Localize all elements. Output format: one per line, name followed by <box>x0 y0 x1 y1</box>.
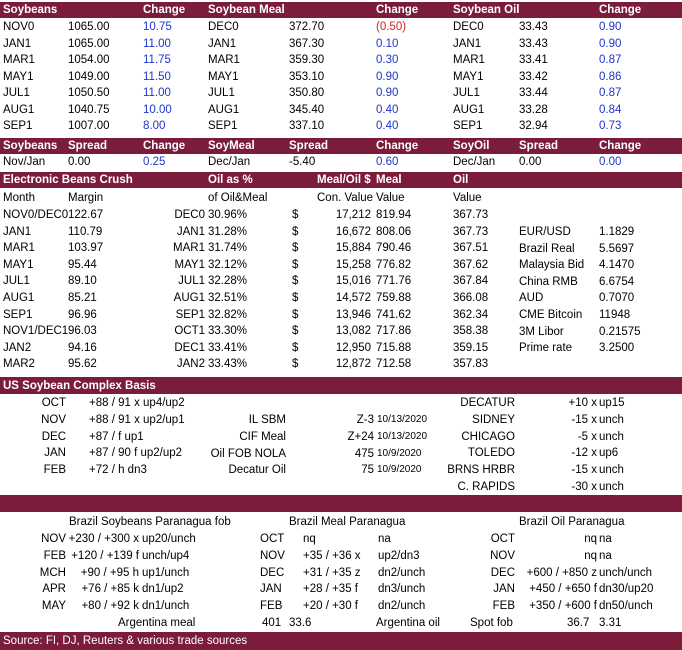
crush-header <box>0 172 682 188</box>
soybean-price: 1054.00 <box>68 54 110 66</box>
market-value: 4.1470 <box>599 259 635 272</box>
market-name: Prime rate <box>519 342 573 355</box>
crush-margin: 95.44 <box>68 258 97 271</box>
crush-month: JAN1 <box>3 225 32 238</box>
oil-heading: Oil <box>453 174 469 186</box>
oil-value: 367.51 <box>453 242 489 255</box>
oil-heading: Soybean Oil <box>453 4 520 16</box>
basis-location: DECATUR <box>460 397 515 409</box>
crush-contract: JAN2 <box>176 358 205 371</box>
basis-change: unch <box>599 430 624 443</box>
meal-value: 741.62 <box>376 308 412 321</box>
brazil-change: up2/dn3 <box>378 549 420 562</box>
currency-symbol: $ <box>292 308 299 321</box>
oil-month: MAY1 <box>453 70 484 83</box>
con-value: 15,884 <box>335 242 371 255</box>
oil-value: 357.83 <box>453 358 489 371</box>
basis-location: CHICAGO <box>461 430 515 443</box>
soybean-month: AUG1 <box>3 103 35 116</box>
soybean-price: 1050.50 <box>68 87 110 99</box>
basis-header <box>0 377 682 394</box>
meal-value: 759.88 <box>376 292 412 304</box>
brazil-oil-heading: Brazil Oil Paranagua <box>519 516 625 528</box>
basis-level: Z+24 <box>347 430 374 443</box>
market-name: 3M Libor <box>519 325 564 338</box>
brazil-month: JAN <box>493 583 515 596</box>
basis-location: BRNS HRBR <box>447 464 515 477</box>
brazil-basis: +76 / +85 k <box>81 583 139 596</box>
oil-share: 32.51% <box>208 292 248 304</box>
oil-value: 367.73 <box>453 209 489 221</box>
soybean-change: 8.00 <box>143 120 166 132</box>
basis-level: -15 x <box>571 413 597 426</box>
oil-change: 0.87 <box>599 54 622 66</box>
brazil-basis: +120 / +139 f <box>71 549 139 562</box>
basis-month: FEB <box>43 464 66 477</box>
value-label: Value <box>376 192 405 204</box>
argentina-oil-label: Argentina oil <box>376 617 440 629</box>
basis-change: up6 <box>599 447 619 460</box>
oil-price: 33.28 <box>519 103 548 116</box>
soyoil-heading: SoyOil <box>453 140 490 152</box>
basis-location: Oil FOB NOLA <box>210 447 286 460</box>
meal-price: 353.10 <box>289 70 325 83</box>
meal-heading: Meal <box>376 174 402 186</box>
basis-level: -5 x <box>577 430 597 443</box>
basis-level: -30 x <box>571 481 597 493</box>
meal-change: 0.90 <box>376 70 399 83</box>
meal-change: (0.50) <box>376 21 407 33</box>
basis-change: unch <box>599 481 624 493</box>
meal-month: JAN1 <box>208 37 237 50</box>
meal-month: AUG1 <box>208 103 240 116</box>
brazil-month: FEB <box>492 600 515 613</box>
brazil-month: APR <box>42 583 66 596</box>
change-heading: Change <box>143 4 186 16</box>
basis-location: TOLEDO <box>467 447 515 460</box>
spot-fob-label: Spot fob <box>470 617 513 629</box>
basis-title: US Soybean Complex Basis <box>3 380 156 392</box>
oil-share: 32.12% <box>208 258 248 271</box>
brazil-month: MCH <box>39 566 66 579</box>
brazil-change: na <box>599 533 612 545</box>
change-heading: Change <box>599 4 642 16</box>
basis-date: 10/13/2020 <box>377 430 428 442</box>
basis-value: +87 / f up1 <box>89 430 144 443</box>
crush-month: AUG1 <box>3 292 35 304</box>
meal-price: 345.40 <box>289 103 325 116</box>
market-name: CME Bitcoin <box>519 309 583 321</box>
brazil-change: dn3/unch <box>378 583 426 596</box>
oil-price: 33.44 <box>519 87 548 99</box>
oil-value: 367.73 <box>453 225 489 238</box>
brazil-month: OCT <box>260 533 285 545</box>
oil-change: 0.73 <box>599 120 622 132</box>
soybean-price: 1065.00 <box>68 21 110 33</box>
meal-change: 0.90 <box>376 87 399 99</box>
crush-month: NOV1/DEC1 <box>3 325 69 338</box>
basis-month: OCT <box>41 397 66 409</box>
spread-change: 0.00 <box>599 156 622 168</box>
crush-title: Electronic Beans Crush <box>3 174 133 186</box>
oil-month: AUG1 <box>453 103 485 116</box>
spread-value: -5.40 <box>289 156 316 168</box>
crush-margin: 89.10 <box>68 275 97 288</box>
oil-value: 358.38 <box>453 325 489 338</box>
brazil-change: unch/unch <box>599 566 653 579</box>
currency-symbol: $ <box>292 209 299 221</box>
crush-margin: 95.62 <box>68 358 97 371</box>
soybean-price: 1065.00 <box>68 37 110 50</box>
crush-month: NOV0/DEC0 <box>3 209 69 221</box>
meal-change: 0.30 <box>376 54 399 66</box>
brazil-basis: nq <box>584 533 597 545</box>
brazil-change: up20/unch <box>142 533 196 545</box>
brazil-month: FEB <box>43 549 66 562</box>
basis-level: 475 <box>354 447 374 460</box>
brazil-change: na <box>378 533 391 545</box>
argentina-meal-value2: 33.6 <box>289 617 312 629</box>
crush-contract: DEC0 <box>174 209 205 221</box>
spread-change: 0.25 <box>143 156 166 168</box>
basis-change: unch <box>599 464 624 477</box>
margin-label: Margin <box>68 192 104 204</box>
brazil-change: unch/up4 <box>142 549 190 562</box>
basis-month: JAN <box>44 447 66 460</box>
soybean-change: 11.75 <box>143 54 171 66</box>
brazil-month: OCT <box>490 533 515 545</box>
market-value: 11948 <box>599 309 631 321</box>
crush-margin: 122.67 <box>68 209 104 221</box>
brazil-basis: nq <box>303 533 316 545</box>
soybean-change: 11.00 <box>143 87 171 99</box>
brazil-basis: +35 / +36 x <box>303 549 361 562</box>
soybean-change: 11.00 <box>143 37 171 50</box>
basis-value: +87 / 90 f up2/up2 <box>89 447 183 460</box>
market-value: 5.5697 <box>599 242 635 255</box>
basis-change: unch <box>599 413 624 426</box>
soybean-price: 1007.00 <box>68 120 110 132</box>
crush-contract: MAR1 <box>173 242 205 255</box>
crush-contract: JAN1 <box>176 225 205 238</box>
basis-date: 10/13/2020 <box>377 414 428 425</box>
brazil-month: NOV <box>490 549 515 562</box>
currency-symbol: $ <box>292 242 299 255</box>
crush-contract: AUG1 <box>173 292 205 304</box>
spread-heading: Spread <box>289 140 328 152</box>
meal-change: 0.40 <box>376 120 399 132</box>
soymeal-heading: SoyMeal <box>208 140 255 152</box>
oil-month: JUL1 <box>453 87 480 99</box>
brazil-basis: +350 / +600 f <box>529 600 597 613</box>
basis-location: SIDNEY <box>472 413 515 426</box>
market-value: 0.21575 <box>599 325 641 338</box>
brazil-basis: +28 / +35 f <box>303 583 358 596</box>
oil-share: 32.82% <box>208 308 248 321</box>
brazil-change: dn1/unch <box>142 600 190 613</box>
of-oil-meal-label: of Oil&Meal <box>208 192 268 204</box>
crush-month: JUL1 <box>3 275 30 288</box>
brazil-basis: +80 / +92 k <box>81 600 139 613</box>
spread-heading: Spread <box>519 140 558 152</box>
market-name: China RMB <box>519 275 578 288</box>
crush-margin: 110.79 <box>68 225 103 238</box>
con-value: 16,672 <box>335 225 371 238</box>
crush-contract: MAY1 <box>174 258 205 271</box>
futures-header <box>0 2 682 18</box>
market-name: AUD <box>519 292 544 305</box>
soybean-change: 11.50 <box>143 70 171 83</box>
crush-margin: 94.16 <box>68 341 97 354</box>
brazil-month: NOV <box>41 533 66 545</box>
basis-location: CIF Meal <box>239 430 286 443</box>
argentina-meal-value: 401 <box>262 617 282 629</box>
oil-month: DEC0 <box>453 21 484 33</box>
soybean-month: JAN1 <box>3 37 32 50</box>
meal-value: 790.46 <box>376 242 412 255</box>
oil-price: 33.43 <box>519 37 548 50</box>
con-value-label: Con. Value <box>317 192 374 204</box>
oil-share: 31.28% <box>208 225 248 238</box>
brazil-month: JAN <box>260 583 282 596</box>
brazil-month: DEC <box>490 566 515 579</box>
basis-date: 10/9/2020 <box>377 447 422 459</box>
meal-oil-heading: Meal/Oil $ <box>317 174 371 186</box>
month-label: Month <box>3 192 35 204</box>
basis-level: Z-3 <box>356 414 374 426</box>
soybean-month: MAY1 <box>3 70 34 83</box>
crush-contract: OCT1 <box>174 325 205 338</box>
basis-location: IL SBM <box>248 414 286 426</box>
oil-share: 33.30% <box>208 325 248 338</box>
brazil-basis: +450 / +650 f <box>529 583 597 596</box>
brazil-change: dn1/up2 <box>142 583 184 596</box>
argentina-meal-label: Argentina meal <box>118 617 196 629</box>
oil-value: 367.84 <box>453 275 489 288</box>
argentina-oil-value: 36.7 <box>567 617 590 629</box>
brazil-change: dn2/unch <box>378 600 426 613</box>
meal-month: MAY1 <box>208 70 239 83</box>
meal-month: JUL1 <box>208 87 235 99</box>
market-name: Malaysia Bid <box>519 259 585 272</box>
spread-change: 0.60 <box>376 156 399 168</box>
oil-value: 362.34 <box>453 308 489 321</box>
brazil-change: dn50/unch <box>599 600 653 613</box>
change-heading: Change <box>376 4 419 16</box>
oil-change: 0.90 <box>599 21 622 33</box>
spread-header <box>0 138 682 154</box>
change-heading: Change <box>599 140 642 152</box>
currency-symbol: $ <box>292 325 299 338</box>
crush-month: MAR2 <box>3 358 35 371</box>
soybean-change: 10.00 <box>143 103 172 116</box>
spread-pair: Dec/Jan <box>208 156 251 168</box>
soybean-price: 1040.75 <box>68 103 110 116</box>
soybean-change: 10.75 <box>143 21 172 33</box>
soybean-month: SEP1 <box>3 120 33 132</box>
meal-month: MAR1 <box>208 54 240 66</box>
meal-value: 712.58 <box>376 358 412 371</box>
basis-change: up15 <box>599 397 625 409</box>
crush-margin: 96.03 <box>68 325 97 338</box>
soybean-month: MAR1 <box>3 54 35 66</box>
section-divider <box>0 495 682 512</box>
soybean-price: 1049.00 <box>68 70 110 83</box>
con-value: 12,950 <box>335 341 371 354</box>
oil-share: 31.74% <box>208 242 248 255</box>
meal-heading: Soybean Meal <box>208 4 285 16</box>
crush-month: JAN2 <box>3 341 32 354</box>
con-value: 17,212 <box>335 209 371 221</box>
market-name: EUR/USD <box>519 226 571 238</box>
basis-level: -15 x <box>571 464 597 477</box>
basis-location: Decatur Oil <box>228 464 286 477</box>
basis-month: NOV <box>41 413 66 426</box>
oil-change: 0.84 <box>599 103 622 116</box>
brazil-basis: +20 / +30 f <box>303 600 358 613</box>
meal-value: 776.82 <box>376 258 412 271</box>
con-value: 13,946 <box>335 308 371 321</box>
meal-price: 350.80 <box>289 87 325 99</box>
meal-change: 0.40 <box>376 103 399 116</box>
oil-share: 33.41% <box>208 341 248 354</box>
value-label: Value <box>453 192 482 204</box>
basis-value: +72 / h dn3 <box>89 464 147 477</box>
con-value: 14,572 <box>335 292 371 304</box>
crush-margin: 103.97 <box>68 242 104 255</box>
spread-value: 0.00 <box>68 156 91 168</box>
brazil-month: NOV <box>260 549 285 562</box>
crush-contract: JUL1 <box>178 275 205 288</box>
currency-symbol: $ <box>292 341 299 354</box>
meal-month: DEC0 <box>208 21 239 33</box>
oil-change: 0.87 <box>599 87 622 99</box>
brazil-change: dn30/up20 <box>599 583 654 596</box>
oil-price: 32.94 <box>519 120 548 132</box>
currency-symbol: $ <box>292 358 299 371</box>
oil-month: MAR1 <box>453 54 485 66</box>
meal-value: 717.86 <box>376 325 412 338</box>
oil-share: 33.43% <box>208 358 248 371</box>
basis-level: +10 x <box>568 397 597 409</box>
basis-location: C. RAPIDS <box>457 481 515 493</box>
con-value: 12,872 <box>335 358 371 371</box>
source-note: Source: FI, DJ, Reuters & various trade sources <box>3 635 248 647</box>
crush-month: SEP1 <box>3 308 33 321</box>
brazil-basis: nq <box>584 549 597 562</box>
brazil-basis: +31 / +35 z <box>303 566 361 579</box>
oil-share: 32.28% <box>208 275 248 288</box>
brazil-basis: +90 / +95 h <box>80 566 139 579</box>
spread-pair: Dec/Jan <box>453 156 496 168</box>
crush-month: MAR1 <box>3 242 35 255</box>
meal-price: 359.30 <box>289 54 325 66</box>
currency-symbol: $ <box>292 292 299 304</box>
meal-price: 337.10 <box>289 120 325 132</box>
currency-symbol: $ <box>292 258 299 271</box>
brazil-month: MAY <box>41 600 66 613</box>
brazil-month: DEC <box>260 566 285 579</box>
crush-margin: 96.96 <box>68 308 97 321</box>
oil-value: 359.15 <box>453 341 489 354</box>
oil-change: 0.86 <box>599 70 622 83</box>
oil-change: 0.90 <box>599 37 622 50</box>
meal-value: 771.76 <box>376 275 412 288</box>
meal-price: 367.30 <box>289 37 325 50</box>
brazil-meal-heading: Brazil Meal Paranagua <box>289 516 406 528</box>
crush-contract: SEP1 <box>175 308 205 321</box>
brazil-change: up1/unch <box>142 566 190 579</box>
oil-value: 367.62 <box>453 258 489 271</box>
oil-month: SEP1 <box>453 120 483 132</box>
oil-value: 366.08 <box>453 292 489 304</box>
meal-change: 0.10 <box>376 37 399 50</box>
change-heading: Change <box>376 140 419 152</box>
market-value: 0.7070 <box>599 292 635 305</box>
spread-value: 0.00 <box>519 156 542 168</box>
soybean-month: NOV0 <box>3 21 35 33</box>
brazil-change: dn2/unch <box>378 566 426 579</box>
brazil-basis: +230 / +300 x <box>68 533 139 545</box>
currency-symbol: $ <box>292 275 299 288</box>
oil-month: JAN1 <box>453 37 482 50</box>
currency-symbol: $ <box>292 225 299 238</box>
crush-contract: DEC1 <box>174 341 205 354</box>
brazil-month: FEB <box>260 600 283 613</box>
crush-margin: 85.21 <box>68 292 97 304</box>
oil-share: 30.96% <box>208 209 248 221</box>
con-value: 15,258 <box>335 258 371 271</box>
oil-price: 33.42 <box>519 70 548 83</box>
meal-price: 372.70 <box>289 21 325 33</box>
market-value: 1.1829 <box>599 226 635 238</box>
oil-price: 33.41 <box>519 54 548 66</box>
meal-month: SEP1 <box>208 120 238 132</box>
spread-pair: Nov/Jan <box>3 156 46 168</box>
market-value: 3.2500 <box>599 342 635 355</box>
basis-level: -12 x <box>571 447 597 460</box>
crush-month: MAY1 <box>3 258 34 271</box>
footer-bar <box>0 632 682 650</box>
spread-heading: Spread <box>68 140 107 152</box>
market-value: 6.6754 <box>599 275 635 288</box>
con-value: 15,016 <box>335 275 371 288</box>
basis-month: DEC <box>41 430 66 443</box>
oil-price: 33.43 <box>519 21 548 33</box>
oil-pct-heading: Oil as % <box>208 174 253 186</box>
market-name: Brazil Real <box>519 242 575 255</box>
soybeans-heading: Soybeans <box>3 140 58 152</box>
meal-value: 715.88 <box>376 341 412 354</box>
argentina-oil-value2: 3.31 <box>599 617 622 629</box>
meal-value: 819.94 <box>376 209 412 221</box>
con-value: 13,082 <box>335 325 371 338</box>
change-heading: Change <box>143 140 186 152</box>
brazil-basis: +600 / +850 z <box>526 566 597 579</box>
basis-value: +88 / 91 x up4/up2 <box>89 397 185 409</box>
soybeans-heading: Soybeans <box>3 4 58 16</box>
meal-value: 808.06 <box>376 225 412 238</box>
brazil-soy-heading: Brazil Soybeans Paranagua fob <box>69 516 231 528</box>
basis-level: 75 <box>361 464 374 477</box>
basis-date: 10/9/2020 <box>377 464 422 476</box>
basis-value: +88 / 91 x up2/up1 <box>89 413 185 426</box>
brazil-change: na <box>599 549 612 562</box>
soybean-month: JUL1 <box>3 87 30 99</box>
